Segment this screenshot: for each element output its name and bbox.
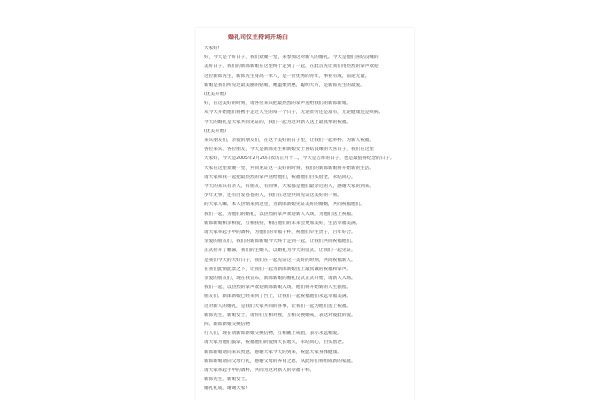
text-line: 好，在这美好的时刻，请各位来宾把最热烈的掌声送给我们的新郎新娘。 xyxy=(204,101,352,107)
text-line: 今天的婚礼是大家共同见证的，我们一起为这对新人送上最真挚的祝福。 xyxy=(204,119,352,125)
text-line: 我们一起，为他们的婚礼，以热烈的掌声欢迎新人入场，为他们送上祝福。 xyxy=(204,211,356,217)
text-line: 新郎先生，新娘女士。 xyxy=(204,377,250,383)
text-line: 四、新郎新娘交换信物 xyxy=(204,322,250,327)
text-line: 大家好! xyxy=(204,46,220,51)
text-line: 我们一起，以热烈的掌声欢迎新郎新娘入场，他们将开始新的人生旅程。 xyxy=(204,285,352,291)
text-line: 这位新郎先生，新郎先生身高一米八，是一位优秀的青年，事业有成，前途无量。 xyxy=(204,73,370,79)
text-line: 请大家为他们鼓掌，祝福他们的爱情天长地久，永结同心，白头偕老。 xyxy=(204,340,347,346)
text-line: 各位来宾，各位朋友，今天是新郎先生和新娘女士喜结良缘的大喜日子，我们在这里 xyxy=(204,147,374,153)
text-line: 婚礼礼成，谢谢大家! xyxy=(204,386,248,392)
text-line: 是我们今天的大好日子，我们在一起见证这一美好的时刻，共同祝福新人。 xyxy=(204,257,356,263)
text-line: 来宾朋友们，亲爱的朋友们，在这个美好的日子里，让我们一起举杯，为新人祝福。 xyxy=(204,138,374,143)
text-line: 亲爱的朋友们，现在我宣布，新郎新娘的婚礼仪式正式开始，请新人入场。 xyxy=(204,276,356,281)
text-line: 从今天开始他们将携手走过人生的每一个日子，无论贫穷还是富有，无论健康还是疾病。 xyxy=(204,110,384,116)
text-line: 新郎新娘请向父母行礼，感谢父母的养育之恩，从此你们将组成新的家庭。 xyxy=(204,358,356,364)
text-line: 请大家举起手中的酒杯，共同为这对新人的幸福干杯。 xyxy=(204,368,315,373)
text-line: (优美开始) xyxy=(204,92,226,97)
text-line: 在我们此情此景之下，让我们一起为新郎新娘送上最真诚的祝福和掌声。 xyxy=(204,266,352,272)
text-line: 请大家和我一起把最热烈的掌声送给他们，祝福他们白头偕老，永结同心。 xyxy=(204,174,356,180)
text-line: (优美开始) xyxy=(204,128,226,134)
text-line: 正式拉开了帷幕，我们的主婚人，以婚礼为今天的仪式，让我们一起见证。 xyxy=(204,248,356,254)
text-line: 亲爱的朋友们，我们的新郎新娘今天终于走到一起，让我们共同祝福他们。 xyxy=(204,239,356,245)
text-line: 美好日子，我们的新郎新娘在这里终于走到了一起，在此首先让我们用热烈的掌声欢迎 xyxy=(204,64,379,70)
text-line: 这对新人的婚礼，是我们大家共同的喜事，让我们一起为他们送上祝福。 xyxy=(204,303,352,309)
text-line: 好，今天是个好日子，我们欢聚一堂，来参加这对新人的婚礼。今天是他们喜结良缘的 xyxy=(204,55,379,61)
text-line: 新郎新娘相亲相爱，互相扶持，相信他们的未来会更加美好，生活幸福美满。 xyxy=(204,220,361,226)
text-line: 新郎先生，新娘女士，请你们互相对视，互相交换婚戒，表达对彼此的爱。 xyxy=(204,312,356,318)
text-line: 的大家人嘛，本人热情来到这里，为新郎新娘见证美好的婚姻，共同祝福他们。 xyxy=(204,202,365,208)
document-page xyxy=(196,28,414,400)
document-title: 婚礼司仪主持词开场白 xyxy=(228,34,289,41)
text-line: 新郎新娘请向来宾致意，感谢大家今天的到来，祝愿大家身体健康。 xyxy=(204,349,342,355)
text-line: 请大家举起手中的酒杯，为他们的幸福干杯，祝他们早生贵子，百年好合。 xyxy=(204,230,356,235)
text-line: 少年无事，还有白发苍苍的人，我们在这里共同见证这美好的一刻。 xyxy=(204,193,342,199)
text-line: 行人们，现在请新郎新娘交换信物，互相戴上戒指，表示永远相爱。 xyxy=(204,331,342,337)
text-line: 今天的来宾有亲人、有朋友、有同事，大家都是他们最亲近的人，感谢大家的到来。 xyxy=(204,184,374,189)
text-line: 大家在这里欢聚一堂，共同见证这一美好的时刻，我们的新郎新娘将开始新的生活。 xyxy=(204,165,374,171)
text-line: 朋友们，新郎新娘已经来到了台上，让我们一起祝福他们永远幸福美满。 xyxy=(204,294,352,300)
text-line: 新娘是我们所见过最美丽的姑娘，她温柔贤惠，聪明大方，是新郎先生的最爱。 xyxy=(204,82,365,88)
text-line: 大家好，今天是2005年2月20日农历正月十二，今天是吉祥的日子，也是最值得纪念的日子。 xyxy=(204,156,395,162)
